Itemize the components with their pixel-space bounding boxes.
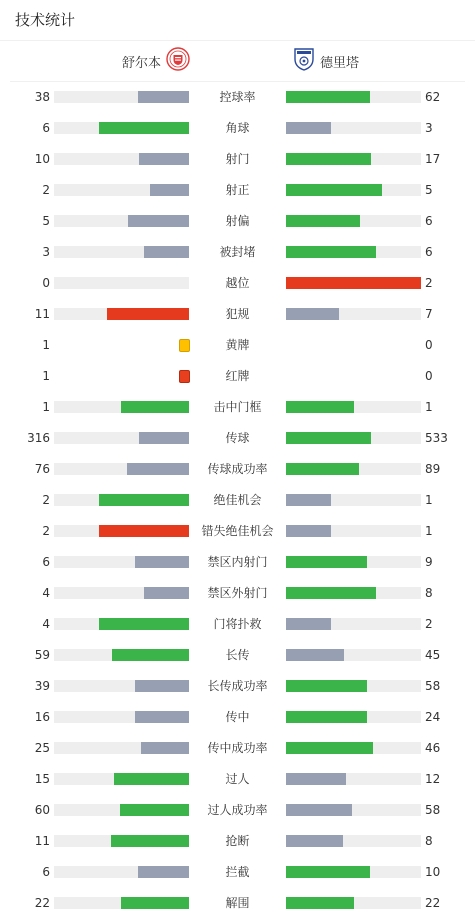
home-value: 10: [34, 152, 50, 166]
stat-label: 红牌: [225, 369, 250, 383]
stat-row: [0, 454, 475, 485]
away-value: 62: [425, 90, 441, 104]
home-bar-track: [54, 742, 189, 754]
stat-label: 长传成功率: [207, 679, 268, 693]
away-bar-track: [286, 277, 421, 289]
home-value: 5: [42, 214, 50, 228]
home-bar-fill: [121, 897, 189, 909]
home-bar-track: [54, 773, 189, 785]
away-bar-fill: [286, 277, 421, 289]
stat-row: [0, 888, 475, 919]
away-bar-fill: [286, 773, 346, 785]
away-bar-track: [286, 122, 421, 134]
stats-list: [0, 82, 475, 919]
away-value: 58: [425, 803, 441, 817]
stat-label: 犯规: [225, 307, 250, 321]
away-value: 5: [425, 183, 433, 197]
away-value: 58: [425, 679, 441, 693]
stat-row: [0, 702, 475, 733]
away-bar-track: [286, 525, 421, 537]
stat-row: [0, 175, 475, 206]
stat-row: [0, 268, 475, 299]
away-bar-fill: [286, 804, 352, 816]
away-bar-fill: [286, 835, 343, 847]
away-bar-fill: [286, 556, 367, 568]
stat-label: 黄牌: [225, 338, 250, 352]
home-value: 59: [34, 648, 50, 662]
away-bar-fill: [286, 866, 370, 878]
away-bar-track: [286, 835, 421, 847]
away-value: 1: [425, 493, 433, 507]
stat-label: 抢断: [225, 834, 250, 848]
away-bar-fill: [286, 246, 376, 258]
home-value: 316: [27, 431, 50, 445]
home-value: 1: [42, 369, 50, 383]
home-bar-fill: [139, 153, 189, 165]
away-bar-track: [286, 587, 421, 599]
stat-row: [0, 609, 475, 640]
away-bar-track: [286, 246, 421, 258]
away-bar-fill: [286, 711, 367, 723]
away-value: 2: [425, 617, 433, 631]
drita-crest-icon: [293, 47, 315, 75]
away-bar-track: [286, 742, 421, 754]
stat-label: 错失绝佳机会: [201, 524, 274, 538]
away-bar-fill: [286, 432, 371, 444]
stat-label: 长传: [225, 648, 250, 662]
home-value: 60: [34, 803, 50, 817]
away-bar-fill: [286, 680, 367, 692]
home-bar-track: [54, 91, 189, 103]
stat-row: [0, 671, 475, 702]
away-value: 17: [425, 152, 441, 166]
home-value: 11: [34, 307, 50, 321]
home-bar-track: [54, 525, 189, 537]
home-bar-track: [54, 680, 189, 692]
home-value: 3: [42, 245, 50, 259]
home-value: 4: [42, 617, 50, 631]
home-value: 2: [42, 183, 50, 197]
away-value: 89: [425, 462, 441, 476]
stat-row: [0, 299, 475, 330]
away-value: 46: [425, 741, 441, 755]
yellow-card-icon: [179, 339, 190, 352]
away-value: 533: [425, 431, 448, 445]
away-bar-track: [286, 308, 421, 320]
home-bar-track: [54, 866, 189, 878]
home-value: 0: [42, 276, 50, 290]
stat-row: [0, 733, 475, 764]
away-value: 6: [425, 214, 433, 228]
away-value: 10: [425, 865, 441, 879]
stat-label: 控球率: [219, 90, 256, 104]
home-bar-fill: [138, 866, 189, 878]
stat-row: [0, 547, 475, 578]
away-bar-fill: [286, 897, 354, 909]
away-bar-fill: [286, 122, 331, 134]
home-bar-track: [54, 556, 189, 568]
home-value: 39: [34, 679, 50, 693]
stat-row: [0, 237, 475, 268]
away-value: 12: [425, 772, 441, 786]
away-bar-track: [286, 215, 421, 227]
away-value: 45: [425, 648, 441, 662]
stat-label: 拦截: [225, 865, 250, 879]
section-title: 技术统计: [15, 11, 76, 29]
stat-row: [0, 392, 475, 423]
away-bar-track: [286, 804, 421, 816]
home-bar-track: [54, 277, 189, 289]
home-bar-fill: [120, 804, 189, 816]
home-value: 16: [34, 710, 50, 724]
home-bar-fill: [150, 184, 189, 196]
stat-row: [0, 578, 475, 609]
home-value: 4: [42, 586, 50, 600]
away-bar-fill: [286, 308, 339, 320]
stat-label: 禁区内射门: [207, 555, 268, 569]
away-value: 0: [425, 338, 433, 352]
stat-label: 传球成功率: [207, 462, 268, 476]
home-bar-fill: [112, 649, 189, 661]
stat-row: [0, 640, 475, 671]
home-value: 6: [42, 865, 50, 879]
stat-label: 击中门框: [213, 400, 262, 414]
home-bar-track: [54, 587, 189, 599]
stat-label: 门将扑救: [213, 617, 262, 631]
home-bar-fill: [114, 773, 189, 785]
stat-row: [0, 423, 475, 454]
away-bar-track: [286, 91, 421, 103]
away-bar-track: [286, 556, 421, 568]
home-bar-fill: [127, 463, 189, 475]
home-bar-fill: [99, 525, 189, 537]
home-bar-track: [54, 215, 189, 227]
home-bar-track: [54, 184, 189, 196]
home-value: 6: [42, 121, 50, 135]
away-bar-track: [286, 649, 421, 661]
away-bar-fill: [286, 742, 373, 754]
home-bar-fill: [144, 587, 189, 599]
away-bar-track: [286, 494, 421, 506]
stat-row: [0, 764, 475, 795]
away-bar-fill: [286, 525, 331, 537]
stat-label: 射正: [225, 183, 250, 197]
red-card-icon: [179, 370, 190, 383]
stat-label: 被封堵: [219, 245, 256, 259]
away-team[interactable]: [293, 49, 359, 73]
home-team[interactable]: [122, 49, 190, 73]
away-value: 7: [425, 307, 433, 321]
away-value: 24: [425, 710, 441, 724]
away-bar-track: [286, 184, 421, 196]
home-bar-fill: [141, 742, 189, 754]
home-value: 2: [42, 493, 50, 507]
home-bar-track: [54, 153, 189, 165]
away-value: 8: [425, 586, 433, 600]
away-value: 3: [425, 121, 433, 135]
away-bar-track: [286, 711, 421, 723]
home-bar-fill: [128, 215, 189, 227]
stat-label: 角球: [225, 121, 250, 135]
home-bar-track: [54, 618, 189, 630]
stat-label: 传中: [225, 710, 250, 724]
stat-row: [0, 330, 475, 361]
away-bar-fill: [286, 587, 376, 599]
teams-header: [0, 41, 475, 81]
stat-row: [0, 361, 475, 392]
home-bar-fill: [99, 122, 189, 134]
home-value: 2: [42, 524, 50, 538]
away-value: 22: [425, 896, 441, 910]
stat-row: [0, 113, 475, 144]
home-value: 76: [34, 462, 50, 476]
away-bar-track: [286, 773, 421, 785]
away-value: 1: [425, 524, 433, 538]
stat-label: 传中成功率: [207, 741, 268, 755]
stat-label: 越位: [225, 276, 250, 290]
stat-row: [0, 144, 475, 175]
home-value: 1: [42, 400, 50, 414]
home-team-name: 舒尔本: [121, 55, 161, 71]
home-bar-track: [54, 804, 189, 816]
away-bar-fill: [286, 153, 371, 165]
away-bar-track: [286, 897, 421, 909]
stat-row: [0, 516, 475, 547]
home-bar-track: [54, 432, 189, 444]
away-bar-track: [286, 866, 421, 878]
stat-label: 射门: [225, 152, 250, 166]
away-value: 9: [425, 555, 433, 569]
away-bar-fill: [286, 184, 382, 196]
home-value: 22: [34, 896, 50, 910]
away-value: 0: [425, 369, 433, 383]
home-bar-fill: [107, 308, 189, 320]
away-bar-track: [286, 432, 421, 444]
away-bar-fill: [286, 463, 359, 475]
home-bar-fill: [138, 91, 189, 103]
stat-row: [0, 206, 475, 237]
home-bar-track: [54, 401, 189, 413]
away-bar-fill: [286, 91, 370, 103]
stat-label: 绝佳机会: [213, 493, 262, 507]
home-bar-fill: [139, 432, 189, 444]
home-bar-track: [54, 122, 189, 134]
stat-label: 过人成功率: [207, 803, 268, 817]
stat-row: [0, 826, 475, 857]
away-bar-track: [286, 401, 421, 413]
home-bar-fill: [135, 680, 189, 692]
stat-row: [0, 795, 475, 826]
home-bar-fill: [111, 835, 189, 847]
home-bar-track: [54, 835, 189, 847]
home-bar-fill: [121, 401, 189, 413]
shelbourne-crest-icon: [166, 47, 190, 75]
away-bar-fill: [286, 494, 331, 506]
home-value: 1: [42, 338, 50, 352]
away-team-name: 德里塔: [320, 55, 360, 71]
home-bar-track: [54, 308, 189, 320]
home-bar-track: [54, 494, 189, 506]
away-bar-fill: [286, 401, 354, 413]
home-bar-fill: [99, 494, 189, 506]
home-bar-track: [54, 463, 189, 475]
home-bar-fill: [99, 618, 189, 630]
stat-label: 禁区外射门: [207, 586, 268, 600]
home-bar-track: [54, 246, 189, 258]
away-bar-fill: [286, 649, 344, 661]
away-value: 8: [425, 834, 433, 848]
home-bar-fill: [144, 246, 189, 258]
away-bar-track: [286, 153, 421, 165]
away-bar-track: [286, 463, 421, 475]
home-bar-track: [54, 711, 189, 723]
home-value: 6: [42, 555, 50, 569]
stat-label: 解围: [225, 896, 250, 910]
stat-label: 传球: [225, 431, 250, 445]
away-bar-track: [286, 680, 421, 692]
away-bar-fill: [286, 618, 331, 630]
home-value: 11: [34, 834, 50, 848]
stat-row: [0, 857, 475, 888]
home-bar-fill: [135, 711, 189, 723]
away-value: 6: [425, 245, 433, 259]
away-bar-track: [286, 618, 421, 630]
away-bar-fill: [286, 215, 360, 227]
away-value: 1: [425, 400, 433, 414]
home-bar-track: [54, 649, 189, 661]
stat-row: [0, 82, 475, 113]
stat-label: 射偏: [225, 214, 250, 228]
home-bar-track: [54, 897, 189, 909]
home-value: 38: [34, 90, 50, 104]
away-value: 2: [425, 276, 433, 290]
home-bar-fill: [135, 556, 189, 568]
stat-row: [0, 485, 475, 516]
stat-label: 过人: [225, 772, 250, 786]
home-value: 15: [34, 772, 50, 786]
home-value: 25: [34, 741, 50, 755]
